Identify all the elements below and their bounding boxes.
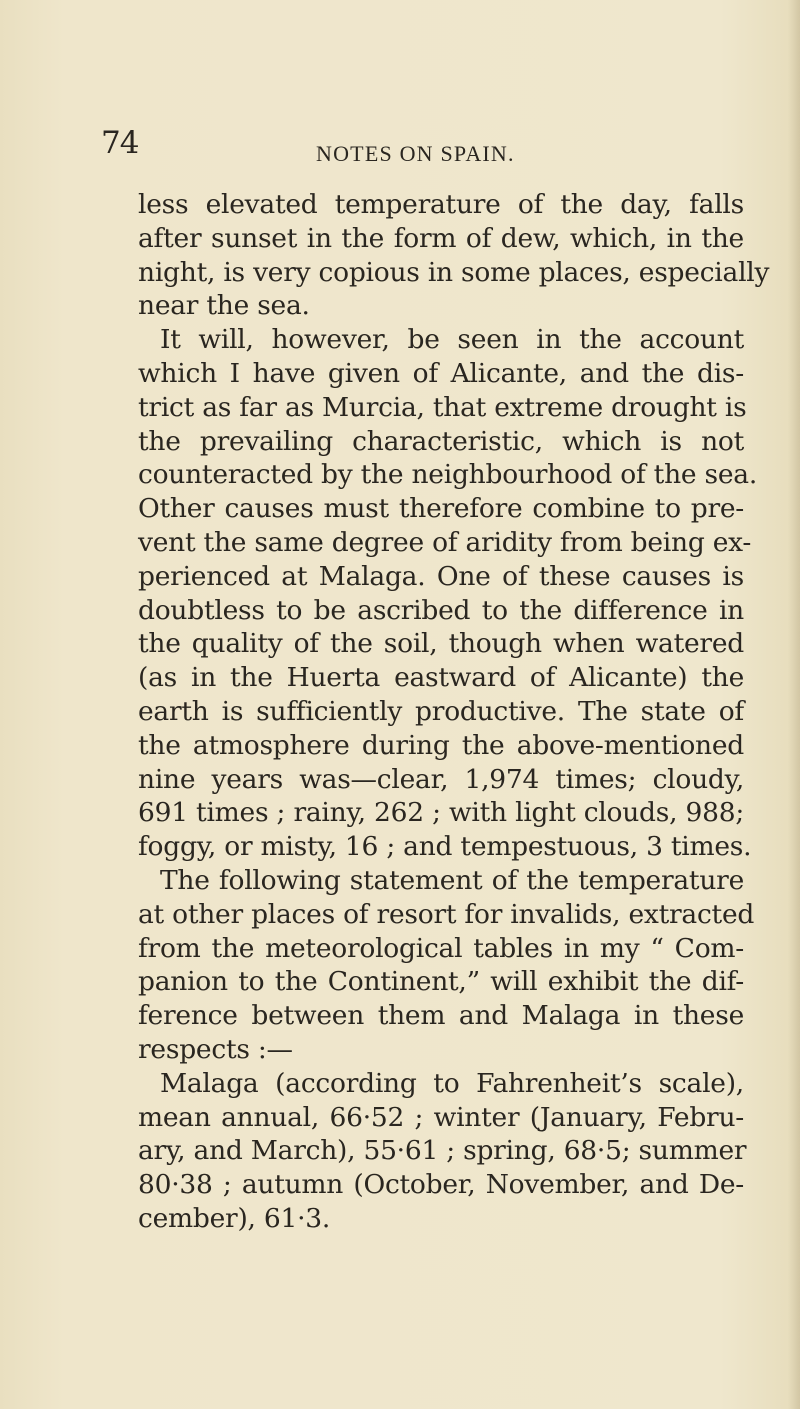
text-line: earth is sufficiently productive. The state of [138,695,744,727]
text-line: near the sea. [138,290,310,322]
text-line: at other places of resort for invalids, extracted [138,898,755,930]
text-line: 691 times ; rainy, 262 ; with light clouds, 988; [138,797,744,829]
body-text [138,188,770,1236]
text-line: the atmosphere during the above-mentioned [138,729,744,761]
text-line: It will, however, be seen in the account [160,324,744,356]
text-line: cember), 61·3. [138,1202,331,1234]
text-line: nine years was—clear, 1,974 times; cloudy, [138,763,744,795]
text-line: ary, and March), 55·61 ; spring, 68·5; summer [138,1135,747,1167]
text-line: vent the same degree of aridity from being ex- [138,526,752,558]
text-line: the prevailing characteristic, which is not [138,425,744,457]
text-line: ference between them and Malaga in these [138,1000,744,1032]
text-line: less elevated temperature of the day, falls [138,189,744,220]
text-line: panion to the Continent,” will exhibit the dif- [138,966,744,998]
text-line: foggy, or misty, 16 ; and tempestuous, 3 times. [138,831,752,863]
text-line: Malaga (according to Fahrenheit’s scale), [160,1067,744,1099]
page-edge-shadow [788,0,800,1409]
text-line: night, is very copious in some places, especially [138,256,770,288]
text-line: (as in the Huerta eastward of Alicante) the [138,662,744,694]
text-line: Other causes must therefore combine to pre- [138,493,744,525]
page-number: 74 [101,125,139,161]
text-line: 80·38 ; autumn (October, November, and De- [138,1169,744,1201]
text-line: perienced at Malaga. One of these causes is [138,560,744,592]
text-line: counteracted by the neighbourhood of the sea. [138,459,758,491]
text-line: which I have given of Alicante, and the dis- [138,357,744,389]
text-line: doubtless to be ascribed to the difference in [138,594,744,626]
text-line: The following statement of the temperature [160,864,744,896]
text-line: respects :— [138,1033,293,1065]
text-line: the quality of the soil, though when watered [138,628,744,660]
text-line: after sunset in the form of dew, which, in the [138,222,744,254]
text-line: trict as far as Murcia, that extreme drought is [138,391,747,423]
text-line: mean annual, 66·52 ; winter (January, Febru- [138,1101,744,1133]
text-line: from the meteorological tables in my “ Com- [138,932,744,964]
running-head: NOTES ON SPAIN. [316,141,515,166]
